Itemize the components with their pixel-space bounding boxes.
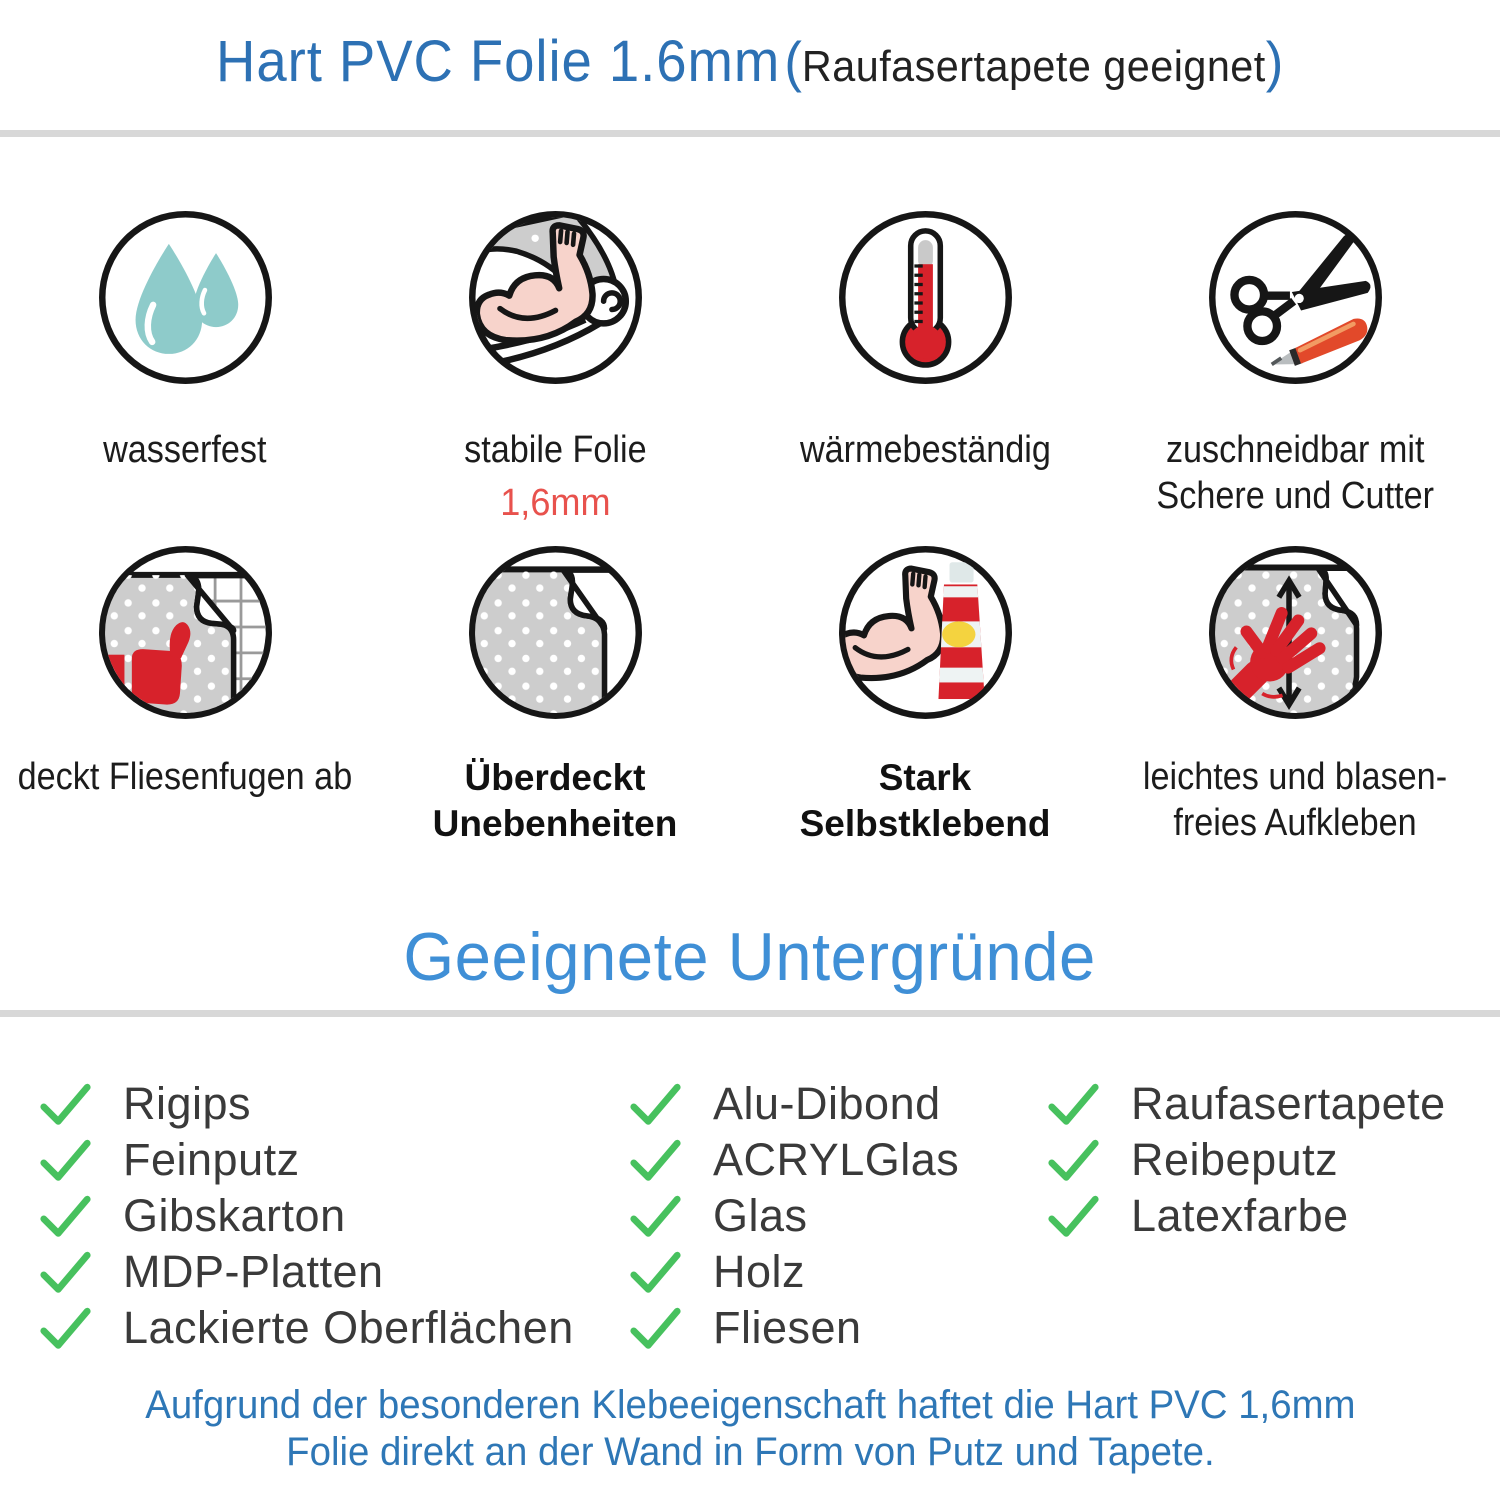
check-icon [628,1194,683,1238]
feature-waterproof [0,205,370,525]
list-item: Rigips [38,1076,574,1132]
check-icon [1046,1138,1101,1182]
check-icon [38,1138,93,1182]
feature-self-adhesive: Stark Selbstklebend [740,540,1110,848]
check-icon [628,1306,683,1350]
feature-bubble-free: leichtes und blasen- freies Aufkleben [1110,540,1480,848]
surfaces-checklist [0,1076,1500,1366]
tile-joints-thumbs-up-icon [93,540,278,725]
feature-label: stabile Folie [463,429,647,471]
feature-row-2 [0,540,1480,848]
water-drops-icon [93,205,278,390]
surfaces-column-3 [1046,1076,1446,1244]
feature-label: Überdeckt [464,757,646,798]
title-text: Hart PVC Folie 1.6mm [216,29,781,94]
list-item: Lackierte Oberflächen [38,1300,574,1356]
list-item: Feinputz [38,1132,574,1188]
surfaces-column-1 [38,1076,574,1356]
divider-middle [0,1010,1500,1017]
list-item: ACRYLGlas [628,1132,959,1188]
feature-label: leichtes und blasen- [1142,756,1448,798]
feature-cuttable: zuschneidbar mit Schere und Cutter [1110,205,1480,525]
check-icon [38,1250,93,1294]
page-title [0,28,1500,95]
covers-unevenness-icon [463,540,648,725]
footer-note [0,1382,1500,1476]
list-item: Gibskarton [38,1188,574,1244]
check-icon [38,1082,93,1126]
feature-label: wasserfest [103,429,267,471]
scissors-cutter-icon [1203,205,1388,390]
strong-film-roll-icon [463,205,648,390]
list-item: Reibeputz [1046,1132,1446,1188]
feature-heat-resistant [740,205,1110,525]
feature-label: zuschneidbar mit [1165,429,1425,471]
footer-line: Aufgrund der besonderen Klebeeigenschaft haftet die Hart PVC 1,6mm [144,1383,1356,1427]
list-item: Latexfarbe [1046,1188,1446,1244]
title-paren-open: ( [784,30,803,93]
surfaces-column-2 [628,1076,959,1356]
list-item: MDP-Platten [38,1244,574,1300]
check-icon [1046,1082,1101,1126]
feature-row-1 [0,205,1480,525]
list-item: Fliesen [628,1300,959,1356]
list-item: Glas [628,1188,959,1244]
bubble-free-application-icon [1203,540,1388,725]
feature-label: deckt Fliesenfugen ab [17,756,353,798]
thermometer-icon [833,205,1018,390]
film-thickness-label: 1,6mm [499,481,611,524]
surfaces-heading: Geeignete Untergründe [403,919,1097,995]
feature-label: wärmebeständig [799,429,1051,471]
feature-label: Stark [878,757,972,798]
feature-covers-tile-joints [0,540,370,848]
list-item: Holz [628,1244,959,1300]
check-icon [38,1306,93,1350]
title-subtitle: Raufasertapete geeignet [802,42,1267,91]
feature-covers-unevenness: Überdeckt Unebenheiten [370,540,740,848]
list-item: Alu-Dibond [628,1076,959,1132]
divider-top [0,130,1500,137]
strong-adhesive-icon [833,540,1018,725]
check-icon [628,1138,683,1182]
footer-line: Folie direkt an der Wand in Form von Putz und Tapete. [285,1430,1215,1475]
check-icon [628,1250,683,1294]
check-icon [628,1082,683,1126]
list-item: Raufasertapete [1046,1076,1446,1132]
check-icon [1046,1194,1101,1238]
check-icon [38,1194,93,1238]
feature-stable-film [370,205,740,525]
title-paren-close: ) [1266,30,1284,93]
